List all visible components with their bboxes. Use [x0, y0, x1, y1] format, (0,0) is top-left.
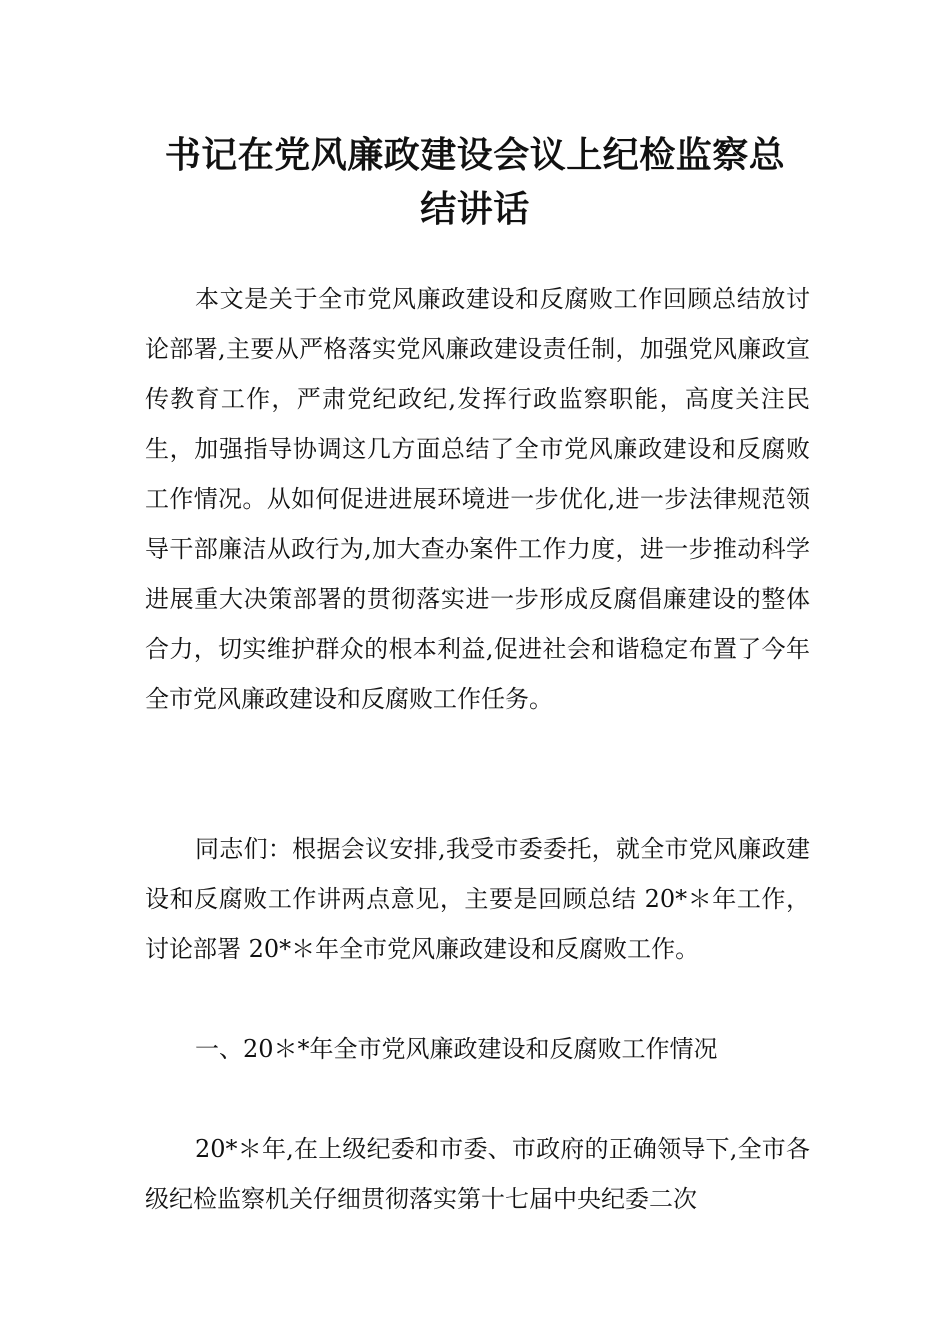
paragraph-section-1-body: 20*＊年,在上级纪委和市委、市政府的正确领导下,全市各级纪检监察机关仔细贯彻落实第十七届中央纪委二次: [145, 1135, 810, 1213]
title-line-2: 结讲话: [420, 188, 530, 230]
document-title: [120, 128, 830, 236]
paragraph-summary: 本文是关于全市党风廉政建设和反腐败工作回顾总结放讨论部署,主要从严格落实党风廉政建设责任制，加强党风廉政宣传教育工作，严肃党纪政纪,发挥行政监察职能，高度关注民生，加强指导协调这几方面总结了全市党风廉政建设和反腐败工作情况。从如何促进进展环境进一步优化,进一步法律规范领导干部廉洁从政行为,加大查办案件工作力度，进一步推动科学进展重大决策部署的贯彻落实进一步形成反腐倡廉建设的整体合力，切实维护群众的根本利益,促进社会和谐稳定布置了今年全市党风廉政建设和反腐败工作任务。: [145, 285, 810, 713]
section-heading-1: 一、20＊*年全市党风廉政建设和反腐败工作情况: [195, 1035, 718, 1063]
paragraph-opening: 同志们：根据会议安排,我受市委委托，就全市党风廉政建设和反腐败工作讲两点意见，主要是回顾总结 20*＊年工作，讨论部署 20*＊年全市党风廉政建设和反腐败工作。: [145, 835, 810, 963]
title-line-1: 书记在党风廉政建设会议上纪检监察总: [164, 134, 786, 176]
